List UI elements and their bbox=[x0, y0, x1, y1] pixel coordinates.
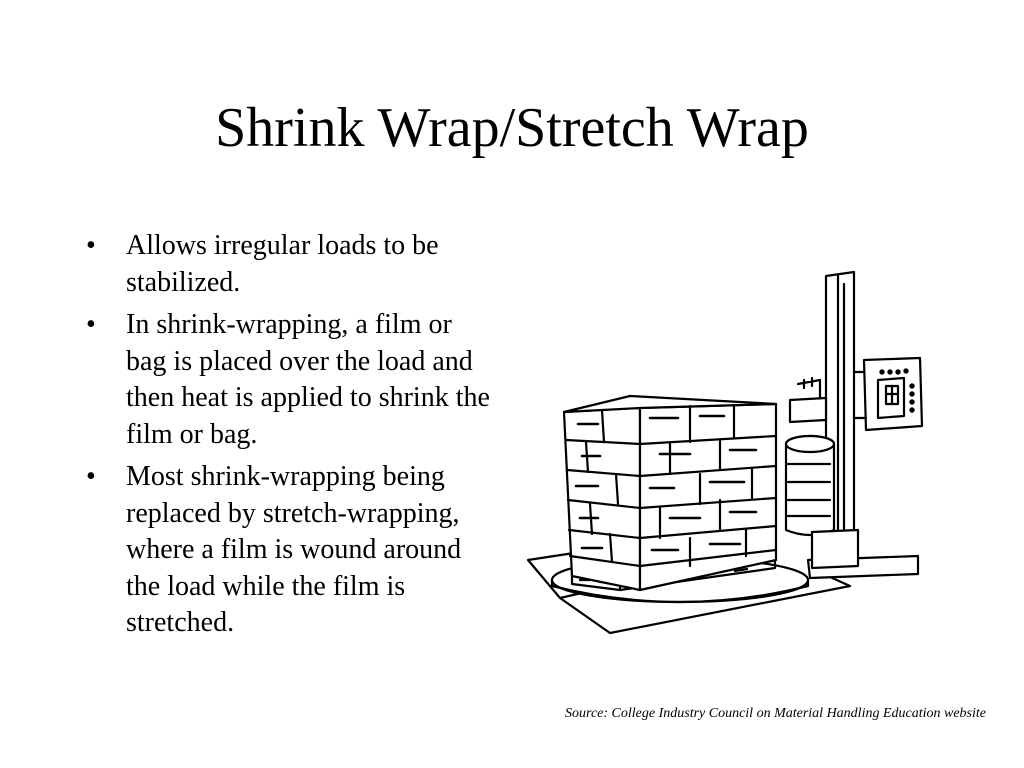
bullet-text: Allows irregular loads to be stabilized. bbox=[126, 230, 439, 298]
bullet-item bbox=[86, 228, 496, 301]
bullet-marker: • bbox=[86, 461, 96, 492]
bullet-marker: • bbox=[86, 309, 96, 340]
bullet-item bbox=[86, 459, 496, 642]
bullet-list bbox=[86, 228, 496, 648]
bullet-item bbox=[86, 307, 496, 453]
stretch-wrap-machine-illustration bbox=[520, 268, 940, 648]
slide-title: Shrink Wrap/Stretch Wrap bbox=[215, 97, 809, 159]
bullet-marker: • bbox=[86, 230, 96, 261]
source-caption: Source: College Industry Council on Material Handling Education website bbox=[565, 706, 986, 721]
bullet-text: Most shrink-wrapping being replaced by stretch-wrapping, where a film is wound around the load while the film is stretched. bbox=[126, 461, 462, 638]
bullet-text: In shrink-wrapping, a film or bag is placed over the load and then heat is applied to shrink the film or bag. bbox=[126, 309, 490, 450]
